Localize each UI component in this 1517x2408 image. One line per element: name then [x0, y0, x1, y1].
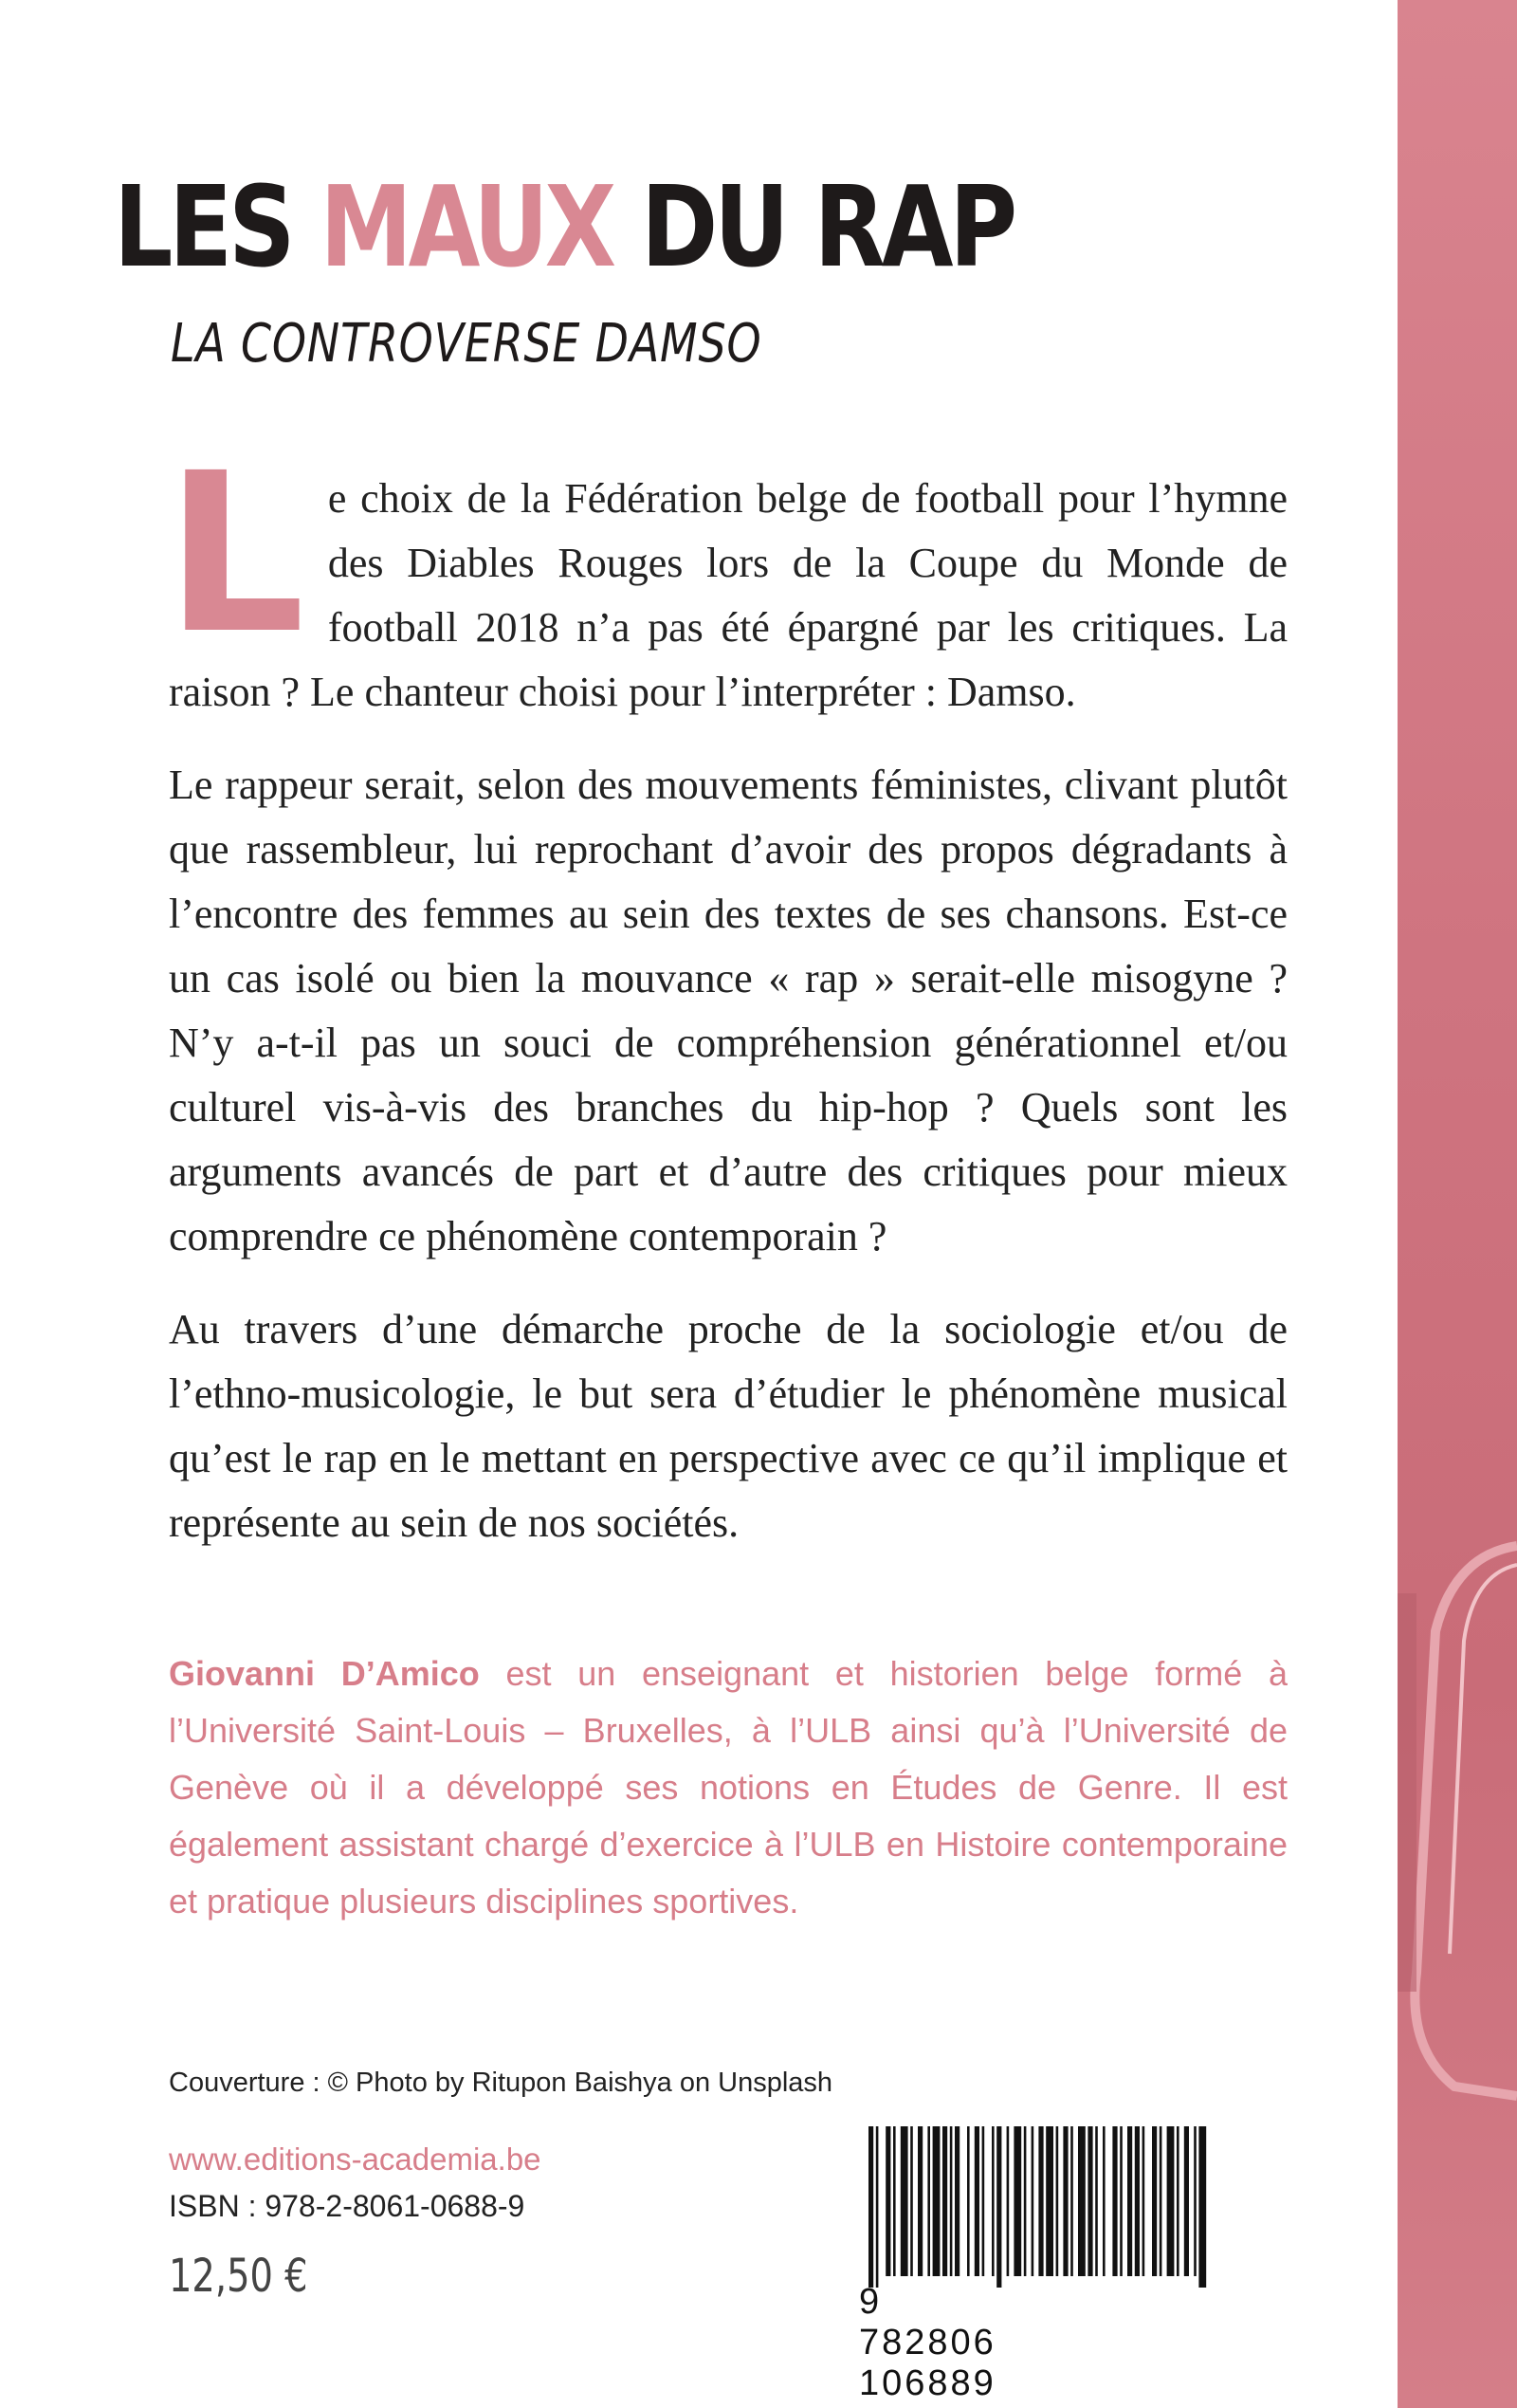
barcode-bar	[942, 2126, 947, 2276]
barcode-bar	[1087, 2126, 1092, 2276]
barcode-bar	[950, 2126, 953, 2276]
blurb-paragraph-2: Le rappeur serait, selon des mouvements féministes, clivant plutôt que rassembleur, lui reprochant d’avoir des propos dégradants à l’encontre des femmes au sein des textes de ses chansons. Est-ce un cas isolé ou bien la mouvance « rap » serait-elle misogyne ? N’y a-t-il pas un souci de compréhension générationnel et/ou culturel vis-à-vis des branches du hip-hop ? Quels sont les arguments avancés de part et d’autre des critiques pour mieux comprendre ce phénomène contemporain ?	[169, 762, 1288, 1259]
barcode-bar	[927, 2126, 930, 2276]
barcode-bar	[967, 2126, 970, 2276]
barcode-bar	[1120, 2126, 1123, 2276]
barcode-bar	[1063, 2126, 1068, 2276]
title-part-2: DU RAP	[612, 161, 1014, 292]
barcode-bar	[1032, 2126, 1034, 2276]
barcode-bar	[1184, 2126, 1189, 2276]
cover-credit: Couverture : © Photo by Ritupon Baishya on Unsplash	[169, 2068, 833, 2098]
barcode-bar	[1198, 2126, 1206, 2288]
publisher-website[interactable]: www.editions-academia.be	[169, 2141, 541, 2177]
book-title	[114, 161, 1365, 292]
barcode-bar	[1142, 2126, 1145, 2276]
blurb-paragraph-3: Au travers d’une démarche proche de la sociologie et/ou de l’ethno-musicologie, le but sera d’étudier le phénomène musical qu’est le rap en le mettant en perspective avec ce qu’il implique et représente au sein de nos sociétés.	[169, 1306, 1288, 1546]
isbn: ISBN : 978-2-8061-0688-9	[169, 2189, 525, 2223]
author-bio-text: est un enseignant et historien belge formé à l’Université Saint-Louis – Bruxelles, à l’ULB ainsi qu’à l’Université de Genève où il a développé ses notions en Études de Genre. Il est également assistant chargé d’exercice à l’ULB en Histoire contemporaine et pratique plusieurs disciplines sportives.	[169, 1654, 1288, 1921]
spine-photo	[1398, 0, 1517, 2408]
barcode-bar	[933, 2126, 941, 2276]
barcode-bar	[1038, 2126, 1043, 2276]
author-bio	[169, 1645, 1288, 1930]
blurb-paragraph-1	[165, 426, 1288, 725]
barcode-bar	[1078, 2126, 1086, 2276]
barcode-bar	[918, 2126, 923, 2276]
book-subtitle: LA CONTROVERSE DAMSO	[171, 313, 762, 375]
barcode-number: 9 782806 106889	[859, 2282, 996, 2403]
barcode-bar	[1095, 2126, 1098, 2276]
barcode-bar	[1160, 2126, 1162, 2276]
barcode-bar	[1046, 2126, 1053, 2276]
barcode-bar	[910, 2126, 913, 2276]
drop-cap: L	[165, 426, 305, 682]
barcode-bar	[982, 2126, 985, 2276]
barcode-bar	[901, 2126, 908, 2276]
title-part-1: LES	[114, 161, 320, 292]
barcode-bar	[1167, 2126, 1175, 2276]
barcode-bar	[1024, 2126, 1027, 2276]
barcode-bar	[886, 2126, 890, 2276]
blurb-paragraph-1-text: e choix de la Fédération belge de football pour l’hymne des Diables Rouges lors de la Coupe du Monde de football 2018 n’a pas été épargné par les critiques. La raison ? Le chanteur choisi pour l’interpréter : Damso.	[169, 475, 1288, 715]
barcode-bar	[1194, 2126, 1197, 2276]
barcode-bar	[1056, 2126, 1059, 2276]
barcode-bar	[1177, 2126, 1179, 2276]
barcode-bar	[1112, 2126, 1117, 2276]
barcode-bar	[992, 2126, 995, 2276]
barcode-bar	[1070, 2126, 1073, 2276]
barcode-bar	[1152, 2126, 1157, 2276]
barcode-bar	[996, 2126, 1001, 2288]
barcode-bar	[1103, 2126, 1106, 2276]
barcode-bar	[876, 2126, 879, 2288]
title-accent-word: MAUX	[320, 161, 613, 292]
barcode-bar	[893, 2126, 896, 2276]
barcode-bar	[955, 2126, 960, 2276]
price: 12,50 €	[169, 2250, 308, 2303]
barcode-bar	[1014, 2126, 1021, 2276]
barcode-bar	[1007, 2126, 1010, 2276]
blurb	[165, 426, 1288, 1584]
barcode-bar	[975, 2126, 979, 2276]
barcode-bar	[1135, 2126, 1140, 2276]
barcode-bar	[868, 2126, 873, 2288]
spine-photo-shapes	[1398, 0, 1517, 2408]
author-name: Giovanni D’Amico	[169, 1654, 480, 1693]
barcode-bar	[1127, 2126, 1132, 2276]
